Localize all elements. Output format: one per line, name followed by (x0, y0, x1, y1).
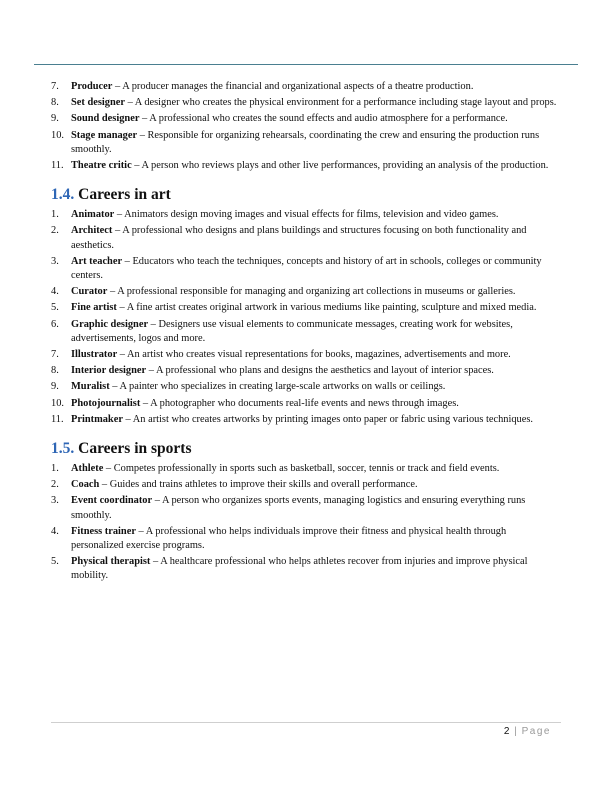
item-term: Muralist (71, 381, 110, 393)
item-number: 11. (51, 413, 64, 425)
item-term: Physical therapist (71, 556, 151, 568)
item-number: 11. (51, 160, 64, 172)
list-item (51, 380, 561, 394)
item-number: 9. (51, 381, 59, 393)
section-heading-sports (51, 439, 561, 459)
item-description: An artist who creates visual representations for books, magazines, advertisements and more. (127, 349, 511, 361)
list-item (51, 112, 561, 126)
item-term: Architect (71, 225, 113, 237)
list-item (51, 525, 561, 553)
item-number: 10. (51, 397, 64, 409)
list-item (51, 80, 561, 94)
item-term: Animator (71, 209, 115, 221)
item-separator: – (124, 97, 135, 109)
item-separator: – (114, 209, 125, 221)
sports-careers-list (51, 462, 561, 584)
item-term: Graphic designer (71, 318, 149, 330)
item-number: 4. (51, 286, 59, 298)
item-separator: – (137, 129, 148, 141)
item-number: 7. (51, 349, 59, 361)
art-careers-list (51, 208, 561, 427)
item-term: Producer (71, 81, 113, 92)
item-separator: – (117, 349, 128, 361)
list-item (51, 96, 561, 110)
item-separator: – (148, 318, 159, 330)
list-item (51, 555, 561, 583)
item-term: Fitness trainer (71, 525, 136, 537)
item-term: Interior designer (71, 365, 147, 377)
section-number: 1.4. (51, 186, 75, 204)
item-description: A professional who designs and plans buildings and structures focusing on both functionality and aesthetics. (71, 225, 527, 251)
item-number: 8. (51, 97, 59, 109)
item-term: Stage manager (71, 129, 138, 141)
item-number: 5. (51, 556, 59, 568)
list-item (51, 364, 561, 378)
section-number: 1.5. (51, 440, 75, 458)
item-term: Curator (71, 286, 108, 298)
section-title: Careers in art (78, 186, 171, 204)
item-term: Sound designer (71, 113, 140, 125)
item-description: Responsible for organizing rehearsals, coordinating the crew and ensuring the production runs smoothly. (71, 129, 540, 155)
list-item (51, 348, 561, 362)
item-description: A professional who helps individuals improve their fitness and physical health through personalized exercise programs. (71, 525, 507, 552)
item-description: A professional who creates the sound effects and audio atmosphere for a performance. (149, 113, 508, 125)
item-number: 1. (51, 209, 59, 221)
theatre-careers-list (51, 80, 561, 173)
page-content (51, 80, 561, 586)
item-description: Guides and trains athletes to improve their skills and overall performance. (109, 479, 418, 491)
item-term: Fine artist (71, 302, 117, 314)
item-description: A person who reviews plays and other live performances, providing an analysis of the production. (141, 160, 549, 172)
item-separator: – (150, 556, 161, 568)
item-separator: – (103, 463, 114, 475)
item-separator: – (152, 495, 162, 507)
item-number: 5. (51, 302, 59, 314)
item-number: 6. (51, 318, 59, 330)
item-number: 8. (51, 365, 59, 377)
item-separator: – (146, 365, 156, 377)
item-number: 9. (51, 113, 59, 125)
list-item (51, 413, 561, 427)
item-description: Competes professionally in sports such as basketball, soccer, tennis or track and field events. (113, 463, 500, 475)
item-term: Set designer (71, 97, 125, 109)
item-number: 7. (51, 81, 59, 92)
header-rule (34, 64, 578, 65)
item-term: Photojournalist (71, 397, 141, 409)
item-number: 3. (51, 255, 59, 267)
item-separator: – (131, 160, 142, 172)
item-separator: – (116, 302, 127, 314)
item-description: A fine artist creates original artwork in various mediums like painting, sculpture and mixed media. (126, 302, 537, 314)
item-separator: – (99, 479, 110, 491)
list-item (51, 129, 561, 157)
item-number: 4. (51, 525, 59, 537)
item-number: 3. (51, 495, 59, 507)
item-separator: – (107, 286, 118, 298)
page-number: 2 (503, 726, 510, 737)
section-heading-art (51, 185, 561, 205)
list-item (51, 494, 561, 522)
item-term: Coach (71, 479, 100, 491)
item-description: A healthcare professional who helps athletes recover from injuries and improve physical mobility. (71, 556, 528, 582)
item-number: 1. (51, 463, 59, 475)
item-separator: – (122, 413, 133, 425)
item-separator: – (139, 113, 150, 125)
footer-divider: | (514, 726, 517, 737)
item-description: A professional who plans and designs the aesthetics and layout of interior spaces. (155, 365, 494, 377)
list-item (51, 285, 561, 299)
item-description: An artist who creates artworks by printing images onto paper or fabric using various techniques. (132, 413, 534, 425)
item-description: A photographer who documents real-life events and news through images. (150, 397, 459, 409)
list-item (51, 478, 561, 492)
footer-rule (51, 722, 561, 723)
list-item (51, 397, 561, 411)
item-separator: – (109, 381, 120, 393)
page-footer (504, 726, 551, 737)
item-number: 2. (51, 225, 59, 237)
item-term: Art teacher (71, 255, 123, 267)
list-item (51, 318, 561, 346)
item-description: Designers use visual elements to communicate messages, creating work for websites, advertisements, logos and more. (71, 318, 513, 344)
list-item (51, 462, 561, 476)
list-item (51, 224, 561, 252)
item-separator: – (112, 81, 123, 92)
item-term: Illustrator (71, 349, 118, 361)
item-term: Athlete (71, 463, 104, 475)
list-item (51, 301, 561, 315)
item-description: A professional responsible for managing and organizing art collections in museums or galleries. (117, 286, 516, 298)
item-separator: – (140, 397, 151, 409)
item-description: Educators who teach the techniques, concepts and history of art in schools, colleges or community centers. (71, 255, 542, 282)
item-term: Theatre critic (71, 160, 132, 172)
item-separator: – (112, 225, 123, 237)
item-description: A producer manages the financial and organizational aspects of a theatre production. (122, 81, 474, 92)
item-number: 10. (51, 129, 64, 141)
item-separator: – (122, 255, 133, 267)
section-title: Careers in sports (78, 440, 192, 458)
item-description: A designer who creates the physical environment for a performance including stage layout and props. (134, 97, 557, 109)
item-description: A person who organizes sports events, managing logistics and ensuring everything runs smoothly. (71, 495, 526, 521)
item-number: 2. (51, 479, 59, 491)
item-description: A painter who specializes in creating large-scale artworks on walls or ceilings. (119, 381, 446, 393)
item-description: Animators design moving images and visual effects for films, television and video games. (124, 209, 499, 221)
list-item (51, 255, 561, 283)
list-item (51, 159, 561, 173)
item-separator: – (135, 525, 146, 537)
page-label: Page (521, 726, 551, 737)
item-term: Printmaker (71, 413, 123, 425)
list-item (51, 208, 561, 222)
item-term: Event coordinator (71, 495, 153, 507)
